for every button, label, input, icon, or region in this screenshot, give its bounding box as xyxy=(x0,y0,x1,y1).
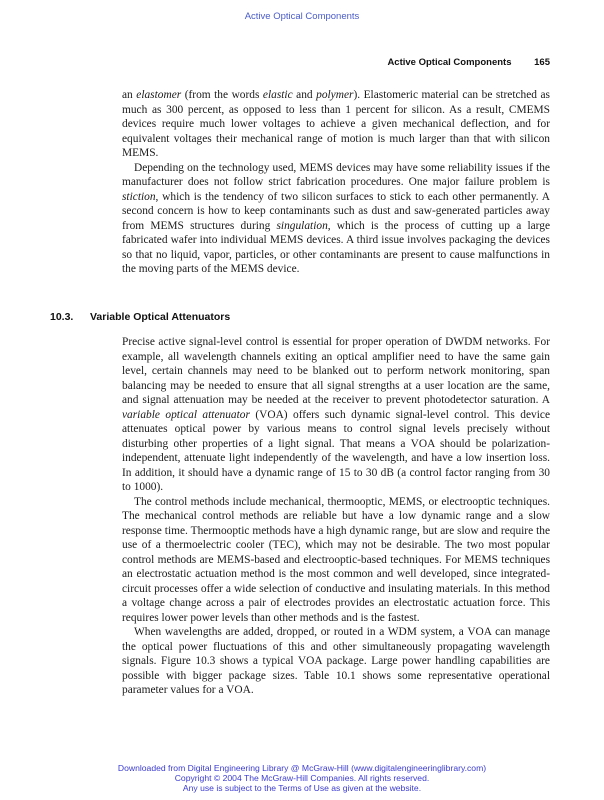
paragraph-control-methods: The control methods include mechanical, thermooptic, MEMS, or electrooptic techniques. The mechanical control methods are reliable but have a low dynamic range and a slow response time. Thermooptic methods have a high dynamic range, but are slow and require the use of a thermoelectric cooler (TEC), which may not be desirable. The two most popular control methods are MEMS-based and electrooptic-based techniques. For MEMS techniques an electrostatic actuation method is the most common and well developed, since integrated-circuit processes offer a wide selection of conductive and insulating materials. In this method a voltage change across a pair of electrodes provides an electrostatic actuation force. This requires lower power levels than other methods and is the fastest. xyxy=(122,495,550,624)
term-polymer: polymer xyxy=(316,89,354,101)
footer-terms-link[interactable]: Any use is subject to the Terms of Use as given at the website. xyxy=(182,783,422,793)
paragraph-voa-intro: Precise active signal-level control is essential for proper operation of DWDM networks. For example, all wavelength channels exiting an optical amplifier need to have the same gain level, certain channels may need to be blanked out to perform network monitoring, span balancing may be needed to ensure that all signal strengths at a user location are the same, and signal attenuation may be needed at the receiver to prevent photodetector saturation. A variable optical attenuator (VOA) offers such dynamic signal-level control. This device attenuates optical power by various means to control signal levels precisely without disturbing other properties of a light signal. That means a VOA should be polarization-independent, attenuate light independently of the wavelength, and have a low insertion loss. In addition, it should have a dynamic range of 15 to 30 dB (a control factor ranging from 30 to 1000). xyxy=(122,336,551,493)
paragraph-elastomer: an elastomer (from the words elastic and polymer). Elastomeric material can be stretched as much as 300 percent, as opposed to less than 1 percent for silicon. As a result, CMEMS devices require much lower voltages to achieve a given mechanical deflection, and for equivalent voltages their mechanical range of motion is much larger than that with silicon MEMS. xyxy=(122,89,550,159)
running-title: Active Optical Components xyxy=(387,57,512,68)
footer-download-link[interactable]: Downloaded from Digital Engineering Library @ McGraw-Hill (www.digitalengineeringlibrary.com) xyxy=(117,763,487,773)
term-voa: variable optical attenuator xyxy=(122,408,250,421)
page-number: 165 xyxy=(534,57,550,68)
footer xyxy=(0,763,604,793)
term-singulation: singulation xyxy=(276,219,328,232)
term-elastic: elastic xyxy=(262,89,293,101)
body-text-top xyxy=(122,88,550,277)
term-stiction: stiction xyxy=(122,190,156,203)
paragraph-wdm: When wavelengths are added, dropped, or routed in a WDM system, a VOA can manage the optical power fluctuations of this and other simultaneously propagating wavelength signals. Figure 10.3 shows a typical VOA package. Large power handling capabilities are possible with bigger package sizes. Table 10.1 shows some representative operational parameter values for a VOA. xyxy=(122,626,550,696)
section-title: Variable Optical Attenuators xyxy=(90,311,231,323)
footer-copyright: Copyright © 2004 The McGraw-Hill Companies. All rights reserved. xyxy=(174,773,430,783)
section-heading xyxy=(50,311,230,323)
section-number: 10.3. xyxy=(50,311,74,323)
term-elastomer: elastomer xyxy=(136,89,182,101)
body-text-bottom xyxy=(122,335,550,698)
paragraph-reliability: Depending on the technology used, MEMS devices may have some reliability issues if the manufacturer does not follow strict fabrication procedures. One major failure problem is stiction, which is the tendency of two silicon surfaces to stick to each other permanently. A second concern is how to keep contaminants such as dust and saw-generated particles away from MEMS structures during singulation, which is the process of cutting up a large fabricated wafer into individual MEMS devices. A third issue involves packaging the devices so that no liquid, vapor, particles, or other contaminants are present to cause malfunctions in the moving parts of the MEMS device. xyxy=(122,161,550,275)
top-banner: Active Optical Components xyxy=(244,11,360,22)
running-head xyxy=(387,57,550,68)
